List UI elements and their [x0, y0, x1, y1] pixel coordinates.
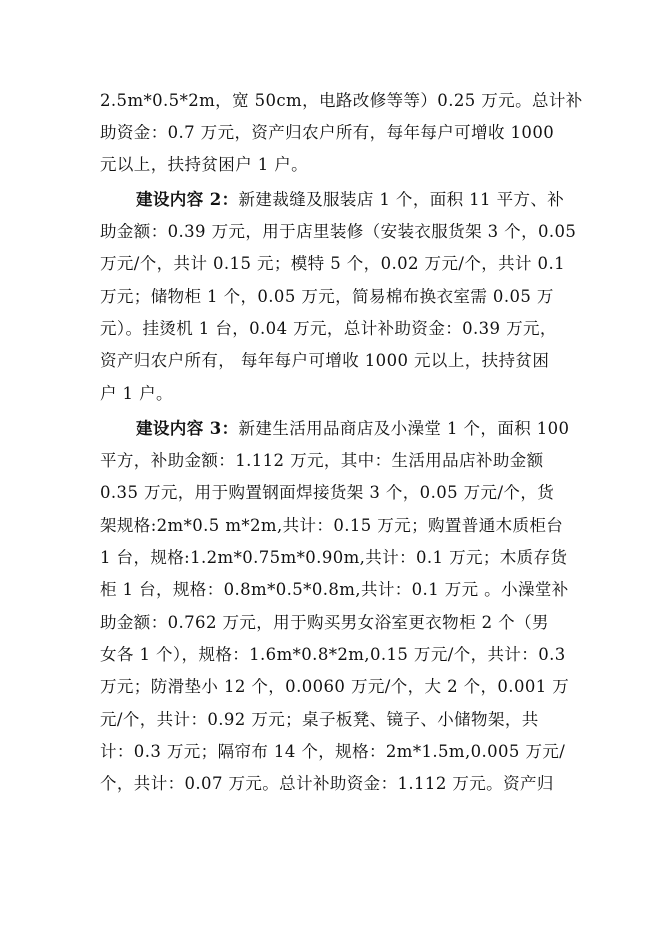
text-line: 个，共计：0.07 万元。总计补助资金：1.112 万元。资产归 [100, 774, 554, 793]
text-line: 计：0.3 万元；隔帘布 14 个，规格：2m*1.5m,0.005 万元/ [100, 742, 566, 761]
text-line: 助金额：0.39 万元，用于店里装修（安装衣服货架 3 个，0.05 [100, 222, 577, 241]
item-3-heading: 建设内容 3： [136, 419, 239, 438]
text-line: 万元；储物柜 1 个，0.05 万元，简易棉布换衣室需 0.05 万 [100, 287, 554, 306]
text-line: 柜 1 台，规格：0.8m*0.5*0.8m,共计：0.1 万元 。小澡堂补 [100, 580, 569, 599]
paragraph-item-2-first-line [136, 189, 570, 211]
text-line: 新建裁缝及服装店 1 个，面积 11 平方、补 [238, 190, 565, 209]
text-line: 万元/个，共计 0.15 元；模特 5 个，0.02 万元/个，共计 0.1 [100, 254, 566, 273]
text-line: 0.35 万元，用于购置钢面焊接货架 3 个，0.05 万元/个，货 [100, 483, 555, 502]
text-line: 助资金：0.7 万元，资产归农户所有，每年每户可增收 1000 [100, 123, 555, 142]
text-line: 户 1 户。 [100, 384, 173, 403]
text-line: 元以上，扶持贫困户 1 户。 [100, 155, 309, 174]
text-line: 元/个，共计：0.92 万元；桌子板凳、镜子、小储物架，共 [100, 710, 539, 729]
text-line: 新建生活用品商店及小澡堂 1 个，面积 100 [238, 419, 570, 438]
text-line: 平方，补助金额：1.112 万元，其中：生活用品店补助金额 [100, 451, 544, 470]
paragraph-item-3-first-line [136, 418, 570, 440]
item-2-heading: 建设内容 2： [136, 190, 239, 209]
text-line: 万元；防滑垫小 12 个，0.0060 万元/个，大 2 个，0.001 万 [100, 677, 570, 696]
text-line: 1 台，规格:1.2m*0.75m*0.90m,共计：0.1 万元；木质存货 [100, 548, 568, 567]
text-line: 元）。挂烫机 1 台，0.04 万元，总计补助资金：0.39 万元， [100, 319, 557, 338]
text-line: 架规格:2m*0.5 m*2m,共计：0.15 万元；购置普通木质柜台 [100, 516, 564, 535]
text-line: 2.5m*0.5*2m，宽 50cm，电路改修等等）0.25 万元。总计补 [100, 91, 583, 110]
text-line: 女各 1 个），规格：1.6m*0.8*2m,0.15 万元/个，共计：0.3 [100, 645, 566, 664]
text-line: 资产归农户所有， 每年每户可增收 1000 元以上，扶持贫困 [100, 351, 550, 370]
text-line: 助金额：0.762 万元，用于购买男女浴室更衣物柜 2 个（男 [100, 613, 549, 632]
